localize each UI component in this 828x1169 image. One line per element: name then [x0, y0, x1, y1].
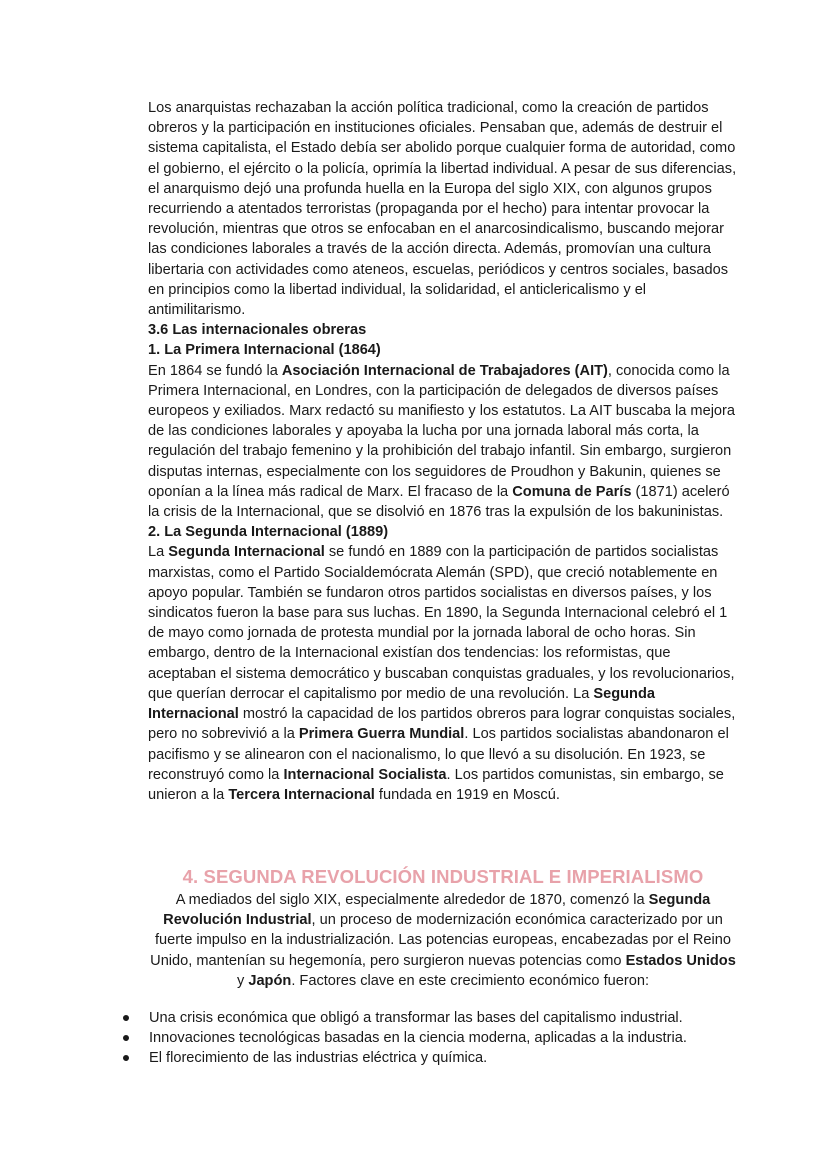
- list-item-text: Una crisis económica que obligó a transformar las bases del capitalismo industrial.: [149, 1010, 683, 1026]
- list-item-text: El florecimiento de las industrias eléctrica y química.: [149, 1050, 488, 1067]
- bullet-icon: [123, 1055, 129, 1061]
- bold-term: Comuna de París: [512, 483, 632, 500]
- bold-term: Segunda Internacional: [168, 544, 325, 561]
- text-run: . Factores clave en este crecimiento económico fueron:: [291, 972, 650, 989]
- text-run: . Los partidos socialistas abandonaron el pacifismo y se alinearon con el nacionalismo, lo que llevó a su disolución. En 1923, se reconstruyó como la: [148, 726, 729, 783]
- factors-list: [118, 1008, 758, 1069]
- text-run: A mediados del siglo XIX, especialmente alrededor de 1870, comenzó la: [175, 892, 649, 908]
- primera-internacional-paragraph: [148, 361, 738, 523]
- section4-intro-paragraph: [148, 890, 738, 991]
- list-item-text: Innovaciones tecnológicas basadas en la ciencia moderna, aplicadas a la industria.: [149, 1030, 687, 1047]
- bold-term: Japón: [248, 972, 292, 989]
- segunda-internacional-paragraph: [148, 542, 738, 805]
- text-run: y: [236, 972, 249, 989]
- bold-term: Asociación Internacional de Trabajadores (AIT): [281, 362, 608, 379]
- bullet-icon: [123, 1035, 129, 1041]
- text-run: En 1864 se fundó la: [148, 362, 282, 379]
- text-run: , un proceso de modernización económica caracterizado por un fuerte impulso en la industrialización. Las potencias europeas, encabezadas por el Reino Unido, mantenían su hegemonía, pero surgieron nuevas potencias como: [150, 912, 731, 969]
- bold-term: Segunda Internacional: [148, 685, 655, 723]
- bold-term: Internacional Socialista: [283, 766, 447, 783]
- text-run: . Los partidos comunistas, sin embargo, se unieron a la: [148, 766, 724, 803]
- document-body: [148, 98, 738, 805]
- text-run: fundada en 1919 en Moscú.: [374, 786, 560, 803]
- bold-term: Tercera Internacional: [228, 786, 375, 803]
- text-run: (1871) aceleró la crisis de la Internacional, que se disolvió en 1876 tras la expulsión de los bakuninistas.: [148, 483, 730, 521]
- list-item: [118, 1028, 758, 1048]
- text-run: , conocida como la Primera Internacional, en Londres, con la participación de delegados de diversos países europeos y exiliados. Marx redactó su manifiesto y los estatutos. La AIT buscaba la mejora de las condiciones laborales y apoyaba la lucha por una jornada laboral más corta, la regulación del trabajo femenino y la prohibición del trabajo infantil. Sin embargo, surgieron disputas internas, especialmente con los seguidores de Proudhon y Bakunin, quienes se oponían a la línea más radical de Marx. El fracaso de la: [148, 362, 736, 500]
- list-item: [118, 1008, 758, 1028]
- bullet-icon: [123, 1015, 129, 1021]
- text-run: mostró la capacidad de los partidos obreros para lograr conquistas sociales, pero no sobrevivió a la: [148, 706, 736, 743]
- bold-term: Segunda Revolución Industrial: [163, 892, 711, 929]
- anarchism-paragraph: Los anarquistas rechazaban la acción política tradicional, como la creación de partidos obreros y la participación en instituciones oficiales. Pensaban que, además de destruir el sistema capitalista, el Estado debía ser abolido porque cualquier forma de autoridad, como el gobierno, el ejército o la policía, oprimía la libertad individual. A pesar de sus diferencias, el anarquismo dejó una profunda huella en la Europa del siglo XIX, con algunos grupos recurriendo a atentados terroristas (propaganda por el hecho) para intentar provocar la revolución, mientras que otros se enfocaban en el anarcosindicalismo, buscando mejorar las condiciones laborales a través de la acción directa. Además, promovían una cultura libertaria con actividades como ateneos, escuelas, periódicos y centros sociales, basados en principios como la libertad individual, la solidaridad, el anticlericalismo y el antimilitarismo.: [148, 100, 737, 319]
- subheading-segunda-internacional: 2. La Segunda Internacional (1889): [148, 524, 389, 541]
- bold-term: Estados Unidos: [625, 952, 736, 969]
- bold-term: Primera Guerra Mundial: [298, 726, 465, 743]
- section-heading-3-6: 3.6 Las internacionales obreras: [148, 322, 367, 339]
- section-title-4: 4. SEGUNDA REVOLUCIÓN INDUSTRIAL E IMPERIALISMO: [182, 866, 704, 887]
- subheading-primera-internacional: 1. La Primera Internacional (1864): [148, 342, 381, 359]
- list-item: [118, 1048, 758, 1068]
- text-run: La: [148, 544, 169, 561]
- text-run: se fundó en 1889 con la participación de partidos socialistas marxistas, como el Partido Socialdemócrata Alemán (SPD), que creció notablemente en apoyo popular. También se fundaron otros partidos socialistas en diversos países, y los sindicatos fueron la base para sus luchas. En 1890, la Segunda Internacional celebró el 1 de mayo como jornada de protesta mundial por la jornada laboral de ocho horas. Sin embargo, dentro de la Internacional existían dos tendencias: los reformistas, que aceptaban el sistema democrático y buscaban conquistas graduales, y los revolucionarios, que querían derrocar el capitalismo por medio de una revolución. La: [148, 544, 735, 702]
